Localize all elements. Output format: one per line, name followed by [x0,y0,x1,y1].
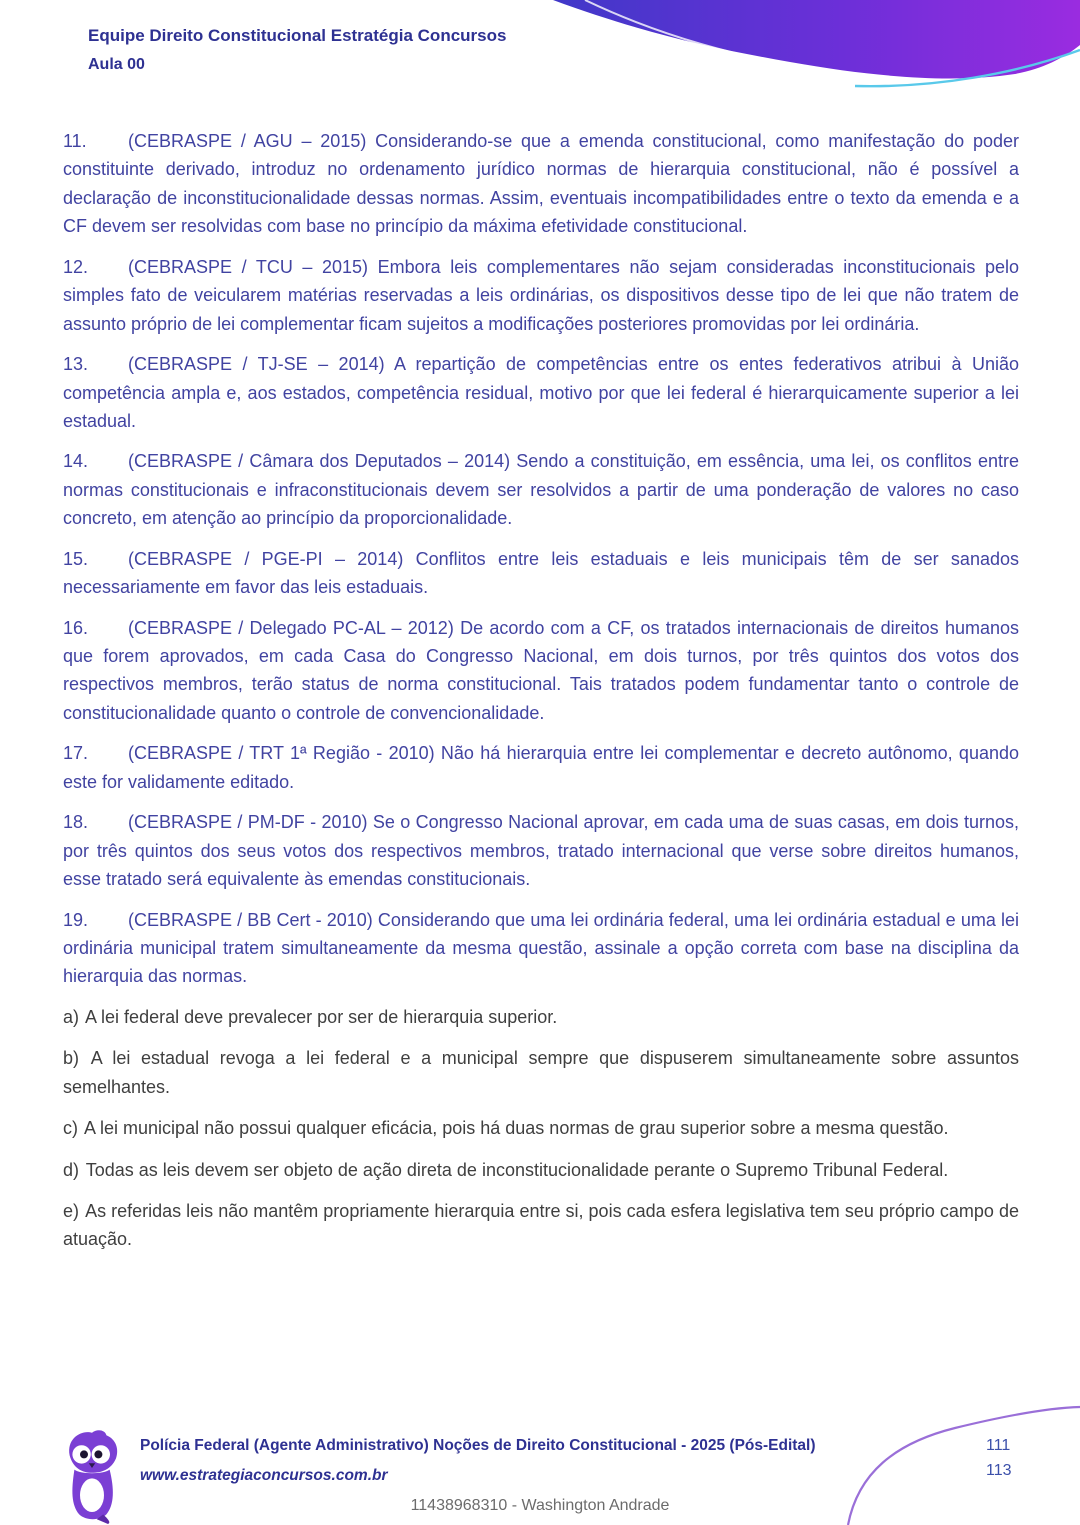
question-text: (CEBRASPE / TCU – 2015) Embora leis complementares não sejam consideradas inconstitucionais pelo simples fato de veicularem matérias reservadas a leis ordinárias, os dispositivos desse tipo de lei que não tratem de assunto próprio de lei complementar ficam sujeitos a modificações posteriores promovidas por lei ordinária. [63,256,1019,334]
question-item-18 [63,808,1019,893]
question-item-15 [63,545,1019,602]
question-number: 14. [63,451,89,472]
footer-website-link[interactable]: www.estrategiaconcursos.com.br [140,1467,388,1484]
question-text: (CEBRASPE / Delegado PC-AL – 2012) De acordo com a CF, os tratados internacionais de direitos humanos que forem aprovados, em cada Casa do Congresso Nacional, em dois turnos, por três quintos dos votos dos respectivos membros, terão status de norma constitucional. Tais tratados podem fundamentar tanto o controle de constitucionalidade quanto o controle de convencionalidade. [63,617,1019,723]
question-number: 18. [63,812,89,833]
question-item-13 [63,350,1019,435]
option-text: Todas as leis devem ser objeto de ação direta de inconstitucionalidade perante o Supremo Tribunal Federal. [85,1159,949,1180]
questions-section [63,127,1019,1267]
question-item-16 [63,614,1019,728]
page-count: 113 [986,1462,1012,1479]
page-number: 111 [986,1437,1011,1454]
question-item-17 [63,739,1019,796]
question-number: 19. [63,909,89,930]
wave-cyan-line [855,50,1080,86]
question-text: (CEBRASPE / BB Cert - 2010) Considerando que uma lei ordinária federal, uma lei ordinária estadual e uma lei ordinária municipal tratem simultaneamente da mesma questão, assinale a opção correta com base na disciplina da hierarquia das normas. [63,909,1019,987]
option-text: A lei municipal não possui qualquer eficácia, pois há duas normas de grau superior sobre a mesma questão. [84,1118,949,1139]
question-item-12 [63,253,1019,338]
option-letter: e) [63,1201,80,1221]
question-number: 12. [63,256,89,277]
question-number: 11. [63,131,87,151]
option-letter: a) [63,1006,80,1027]
student-watermark: 11438968310 - Washington Andrade [410,1497,670,1514]
question-item-11 [63,127,1019,241]
question-number: 17. [63,743,89,764]
header-team-line: Equipe Direito Constitucional Estratégia Concursos [88,26,507,45]
question-item-14 [63,447,1019,532]
option-letter: c) [63,1118,78,1139]
option-letter: d) [63,1159,80,1180]
option-item-b [63,1044,1019,1101]
question-text: (CEBRASPE / TJ-SE – 2014) A repartição de competências entre os entes federativos atribui à União competência ampla e, aos estados, competência residual, motivo por que lei federal é hierarquicamente superior a lei estadual. [63,354,1019,431]
question-text: (CEBRASPE / Câmara dos Deputados – 2014) Sendo a constituição, em essência, uma lei, os conflitos entre normas constitucionais e infraconstitucionais devem ser resolvidos a partir de uma ponderação de valores no caso concreto, em atenção ao princípio da proporcionalidade. [63,451,1019,529]
option-text: As referidas leis não mantêm propriamente hierarquia entre si, pois cada esfera legislativa tem seu próprio campo de atuação. [63,1201,1019,1250]
option-item-d [63,1156,1019,1184]
option-item-c [63,1114,1019,1142]
page-header [88,26,506,75]
question-number: 16. [63,617,89,638]
option-item-a [63,1003,1019,1031]
question-text: (CEBRASPE / TRT 1ª Região - 2010) Não há hierarquia entre lei complementar e decreto autônomo, quando este for validamente editado. [63,743,1019,792]
option-text: A lei estadual revoga a lei federal e a municipal sempre que dispuserem simultaneamente sobre assuntos semelhantes. [63,1048,1019,1097]
question-text: (CEBRASPE / PM-DF - 2010) Se o Congresso Nacional aprovar, em cada uma de suas casas, em dois turnos, por três quintos dos seus votos dos respectivos membros, tratado internacional que verse sobre direitos humanos, esse tratado será equivalente às emendas constitucionais. [63,812,1019,890]
option-text: A lei federal deve prevalecer por ser de hierarquia superior. [85,1006,558,1027]
question-number: 15. [63,548,89,569]
option-item-e [63,1197,1019,1254]
option-letter: b) [63,1048,80,1069]
header-lesson-line: Aula 00 [88,56,145,73]
question-text: (CEBRASPE / AGU – 2015) Considerando-se que a emenda constitucional, como manifestação do poder constituinte derivado, introduz no ordenamento jurídico normas de hierarquia constitucional, não é possível a declaração de inconstitucionalidade dessas normas. Assim, eventuais incompatibilidades entre o texto da emenda e a CF devem ser resolvidas com base no princípio da máxima efetividade constitucional. [63,131,1019,237]
footer-course-title: Polícia Federal (Agente Administrativo) Noções de Direito Constitucional - 2025 (Pós-Edital) [140,1437,816,1454]
question-number: 13. [63,354,89,375]
question-text: (CEBRASPE / PGE-PI – 2014) Conflitos entre leis estaduais e leis municipais têm de ser sanados necessariamente em favor das leis estaduais. [63,548,1019,598]
wave-shape [553,0,1080,78]
wave-white-line [585,0,1000,82]
question-item-19 [63,906,1019,991]
